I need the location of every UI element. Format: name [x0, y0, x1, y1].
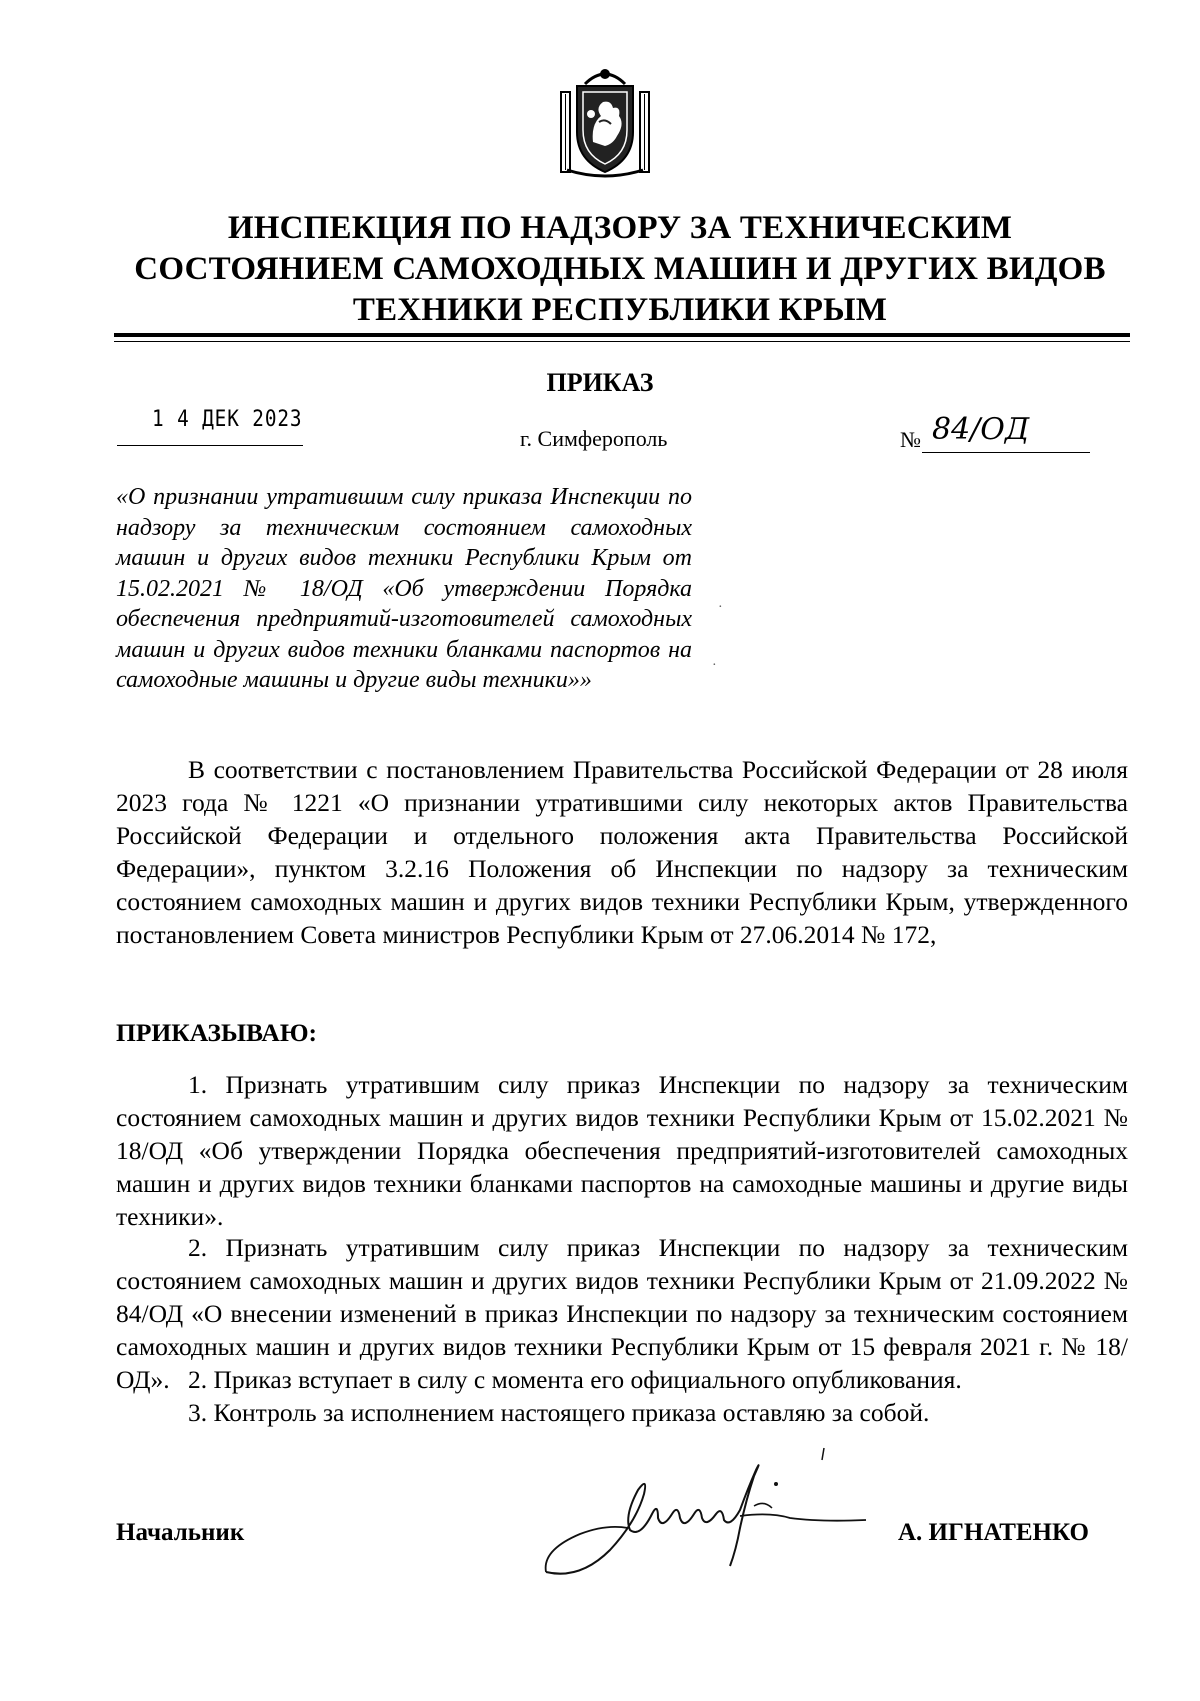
order-word: ПРИКАЗЫВАЮ:: [116, 1018, 318, 1047]
order-item-3: 2. Приказ вступает в силу с момента его официального опубликования.: [188, 1365, 962, 1394]
header-rule-thick: [114, 333, 1130, 337]
scan-speck: ·: [712, 658, 717, 673]
organization-line-1: ИНСПЕКЦИЯ ПО НАДЗОРУ ЗА ТЕХНИЧЕСКИМ: [227, 210, 1013, 246]
crimea-coat-of-arms-icon: [555, 62, 655, 182]
preamble-paragraph: В соответствии с постановлением Правительства Российской Федерации от 28 июля 2023 года № 1221 «О признании утратившими силу некоторых актов Правительства Российской Федерации и отдельного положения акта Правительства Российской Федерации», пунктом 3.2.16 Положения об Инспекции по надзору за техническим состоянием самоходных машин и других видов техники Республики Крым, утвержденного постановлением Совета министров Республики Крым от 27.06.2014 № 172,: [116, 755, 1128, 949]
signatory-position: Начальник: [116, 1519, 245, 1546]
organization-line-2: СОСТОЯНИЕМ САМОХОДНЫХ МАШИН И ДРУГИХ ВИДОВ: [134, 251, 1106, 287]
document-city: г. Симферополь: [520, 426, 668, 451]
number-underline: [922, 452, 1090, 453]
date-underline: [117, 445, 303, 446]
organization-line-3: ТЕХНИКИ РЕСПУБЛИКИ КРЫМ: [352, 292, 888, 328]
organization-header: [110, 208, 1130, 331]
document-type: ПРИКАЗ: [546, 368, 654, 397]
header-rule-thin: [114, 341, 1130, 342]
scan-speck: ·: [718, 600, 723, 615]
document-number-label: №: [900, 427, 921, 452]
handwritten-signature: [540, 1430, 870, 1590]
document-subject: «О признании утратившим силу приказа Инспекции по надзору за техническим состоянием самоходных машин и других видов техники Республики Крым от 15.02.2021 № 18/ОД «Об утверждении Порядка обеспечения предприятий-изготовителей самоходных машин и других видов техники бланками паспортов на самоходные машины и другие виды техники»»: [116, 484, 692, 693]
order-item-1: 1. Признать утратившим силу приказ Инспекции по надзору за техническим состоянием самоходных машин и других видов техники Республики Крым от 15.02.2021 № 18/ОД «Об утверждении Порядка обеспечения предприятий-изготовителей самоходных машин и других видов техники бланками паспортов на самоходные машины и другие виды техники».: [116, 1070, 1128, 1231]
document-number: 84/ОД: [932, 412, 1030, 447]
order-item-2: 2. Признать утратившим силу приказ Инспекции по надзору за техническим состоянием самоходных машин и других видов техники Республики Крым от 21.09.2022 № 84/ОД «О внесении изменений в приказ Инспекции по надзору за техническим состоянием самоходных машин и других видов техники Республики Крым от 15 февраля 2021 г. № 18/ОД».: [116, 1233, 1128, 1394]
order-item-4: 3. Контроль за исполнением настоящего приказа оставляю за собой.: [188, 1398, 930, 1427]
signatory-name: А. ИГНАТЕНКО: [898, 1519, 1089, 1546]
document-date: 1 4 ДЕК 2023: [152, 407, 303, 432]
